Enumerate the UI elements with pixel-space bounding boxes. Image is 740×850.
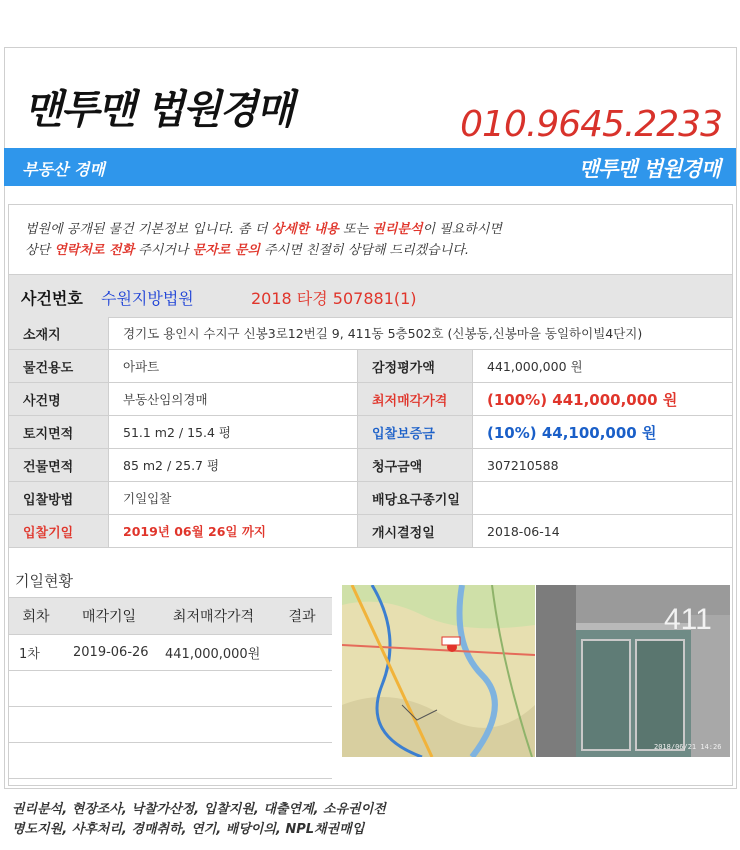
table-row xyxy=(9,350,732,383)
building-area-value: 85 m2 / 25.7 평 xyxy=(109,449,358,482)
dividend-deadline-label: 배당요구종기일 xyxy=(358,482,473,515)
brand-label: 맨투맨 법원경매 xyxy=(578,157,720,181)
table-row xyxy=(9,416,732,449)
case-number: 2018 타경 507881(1) xyxy=(251,289,417,308)
decision-date-value: 2018-06-14 xyxy=(473,515,733,548)
property-panel xyxy=(8,204,733,786)
header-date: 매각기일 xyxy=(63,598,155,635)
cell-date: 2019-06-26 xyxy=(63,635,155,671)
address-value: 경기도 용인시 수지구 신봉3로12번길 9, 411동 5층502호 (신봉동,신봉마을 동일하이빌4단지) xyxy=(109,317,733,350)
table-row xyxy=(9,449,732,482)
empty-cell xyxy=(9,743,332,779)
table-row xyxy=(9,482,732,515)
deposit-label: 입찰보증금 xyxy=(358,416,473,449)
building-area-label: 건물면적 xyxy=(9,449,109,482)
usage-value: 아파트 xyxy=(109,350,358,383)
table-row xyxy=(9,707,332,743)
bid-date-value: 2019년 06월 26일 까지 xyxy=(109,515,358,548)
table-row xyxy=(9,671,332,707)
cell-result xyxy=(272,635,332,671)
min-price-label: 최저매각가격 xyxy=(358,383,473,416)
notice-line-2 xyxy=(25,240,502,261)
address-label: 소재지 xyxy=(9,317,109,350)
category-bar xyxy=(4,148,736,186)
cell-price: 441,000,000원 xyxy=(155,635,272,671)
bid-history-table xyxy=(9,597,332,779)
empty-cell xyxy=(9,671,332,707)
table-header-row xyxy=(9,598,332,635)
notice-text-part: 상단 xyxy=(25,243,55,258)
notice-text xyxy=(25,219,502,261)
location-map[interactable] xyxy=(342,585,535,757)
dividend-deadline-value xyxy=(473,482,733,515)
claim-value: 307210588 xyxy=(473,449,733,482)
service-line-2: 명도지원, 사후처리, 경매취하, 연기, 배당이의, NPL채권매입 xyxy=(12,822,365,837)
service-line-1: 권리분석, 현장조사, 낙찰가산정, 입찰지원, 대출연계, 소유권이전 xyxy=(12,802,386,817)
notice-highlight-call: 연락처로 전화 xyxy=(54,243,135,258)
min-price-value: (100%) 441,000,000 원 xyxy=(473,383,733,416)
appraisal-value: 441,000,000 원 xyxy=(473,350,733,383)
case-name-value: 부동산임의경매 xyxy=(109,383,358,416)
notice-text-part: 또는 xyxy=(338,222,373,237)
table-row xyxy=(9,515,732,548)
notice-highlight-sms: 문자로 문의 xyxy=(192,243,260,258)
land-area-value: 51.1 m2 / 15.4 평 xyxy=(109,416,358,449)
phone-number[interactable]: 010.9645.2233 xyxy=(460,104,722,145)
table-row xyxy=(9,383,732,416)
case-number-label: 사건번호 xyxy=(21,289,83,308)
service-list xyxy=(12,800,386,840)
bid-method-value: 기일입찰 xyxy=(109,482,358,515)
usage-label: 물건용도 xyxy=(9,350,109,383)
table-row xyxy=(9,635,332,671)
header-price: 최저매각가격 xyxy=(155,598,272,635)
building-photo[interactable] xyxy=(536,585,730,757)
deposit-value: (10%) 44,100,000 원 xyxy=(473,416,733,449)
category-label: 부동산 경매 xyxy=(22,160,105,179)
property-info-table xyxy=(9,317,732,548)
brand-title: 맨투맨 법원경매 xyxy=(24,87,293,133)
claim-label: 청구금액 xyxy=(358,449,473,482)
notice-text-part: 이 필요하시면 xyxy=(422,222,502,237)
photo-timestamp: 2018/06/21 14:26 xyxy=(654,743,722,751)
case-number-bar xyxy=(9,274,732,318)
table-row xyxy=(9,743,332,779)
header-round: 회차 xyxy=(9,598,63,635)
cell-round: 1차 xyxy=(9,635,63,671)
land-area-label: 토지면적 xyxy=(9,416,109,449)
header-result: 결과 xyxy=(272,598,332,635)
notice-text-part: 법원에 공개된 물건 기본정보 입니다. 좀 더 xyxy=(25,222,272,237)
bid-method-label: 입찰방법 xyxy=(9,482,109,515)
map-graphic xyxy=(342,585,535,757)
appraisal-label: 감정평가액 xyxy=(358,350,473,383)
notice-highlight-analysis: 권리분석 xyxy=(372,222,423,237)
notice-line-1 xyxy=(25,219,502,240)
notice-highlight-detail: 상세한 내용 xyxy=(271,222,339,237)
decision-date-label: 개시결정일 xyxy=(358,515,473,548)
bid-history-title: 기일현황 xyxy=(15,572,73,590)
case-name-label: 사건명 xyxy=(9,383,109,416)
empty-cell xyxy=(9,707,332,743)
notice-text-part: 주시거나 xyxy=(134,243,193,258)
court-name: 수원지방법원 xyxy=(101,289,194,308)
bid-date-label: 입찰기일 xyxy=(9,515,109,548)
notice-text-part: 주시면 친절히 상담해 드리겠습니다. xyxy=(259,243,469,258)
table-row xyxy=(9,317,732,350)
building-number-sign: 411 xyxy=(664,603,712,636)
